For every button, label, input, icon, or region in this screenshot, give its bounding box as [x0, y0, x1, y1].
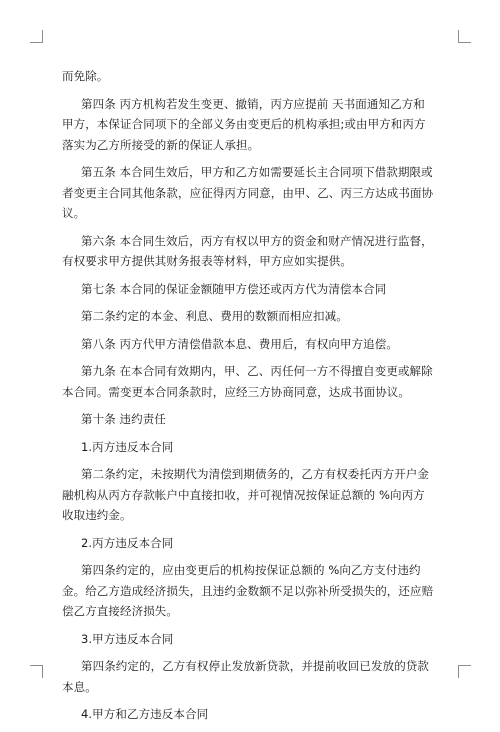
paragraph: 第七条 本合同的保证金额随甲方偿还或丙方代为清偿本合同	[81, 281, 387, 296]
paragraph: 第二条约定的本金、利息、费用的数额而相应扣减。	[81, 309, 348, 323]
paragraph: 4.甲方和乙方违反本合同	[81, 707, 209, 721]
paragraph: 第九条 在本合同有效期内，甲、乙、丙任何一方不得擅自变更或解除本合同。需变更本合同条款时，应经三方协商同意，达成书面协议。	[62, 364, 433, 399]
paragraph: 第六条 本合同生效后，丙方有权以甲方的资金和财产情况进行监督，有权要求甲方提供其财务报表等材料，甲方应如实提供。	[62, 233, 433, 268]
paragraph: 第四条约定的，乙方有权停止发放新贷款，并提前收回已发放的贷款本息。	[62, 659, 429, 694]
paragraph: 而免除。	[62, 69, 109, 83]
document-body	[62, 66, 434, 732]
crop-mark-bottom-left	[30, 665, 43, 678]
crop-mark-top-right	[458, 30, 471, 43]
paragraph: 第二条约定，未按期代为清偿到期债务的，乙方有权委托丙方开户金融机构从丙方存款帐户中直接扣收，并可视情况按保证总额的 %向丙方收取违约金。	[62, 467, 429, 522]
crop-mark-top-left	[30, 30, 43, 43]
paragraph: 2.丙方违反本合同	[81, 535, 174, 550]
paragraph: 第五条 本合同生效后，甲方和乙方如需要延长主合同项下借款期限或者变更主合同其他条款，应征得丙方同意，由甲、乙、丙三方达成书面协议。	[62, 165, 434, 220]
paragraph: 第四条约定的，应由变更后的机构按保证总额的 %向乙方支付违约金。给乙方造成经济损失，且违约金数额不足以弥补所受损失的，还应赔偿乙方直接经济损失。	[62, 563, 434, 618]
paragraph: 3.甲方违反本合同	[81, 631, 174, 646]
paragraph: 第四条 丙方机构若发生变更、撤销，丙方应提前 天书面通知乙方和甲方，本保证合同项下的全部义务由变更后的机构承担;或由甲方和丙方落实为乙方所接受的新的保证人承担。	[62, 96, 426, 152]
crop-mark-bottom-right	[458, 665, 471, 678]
paragraph: 1.丙方违反本合同	[81, 439, 174, 454]
paragraph: 第八条 丙方代甲方清偿借款本息、费用后，有权向甲方追偿。	[81, 336, 398, 351]
paragraph: 第十条 违约责任	[81, 412, 166, 426]
